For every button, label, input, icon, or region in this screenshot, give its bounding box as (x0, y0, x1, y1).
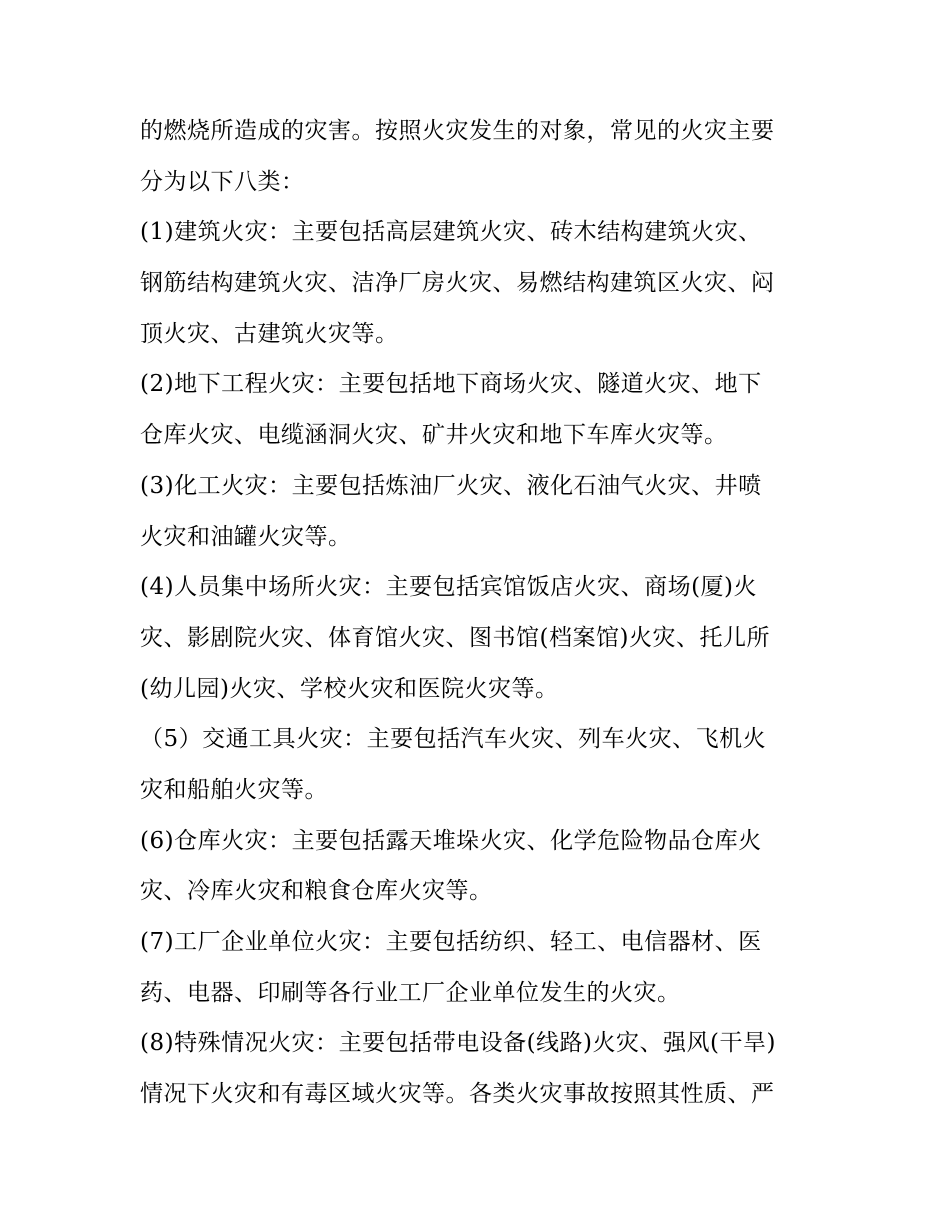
text-line: （5）交通工具火灾：主要包括汽车火灾、列车火灾、飞机火 (140, 726, 767, 753)
text-line: 火灾和油罐火灾等。 (140, 523, 352, 550)
text-line: 钢筋结构建筑火灾、洁净厂房火灾、易燃结构建筑区火灾、闷 (140, 270, 775, 297)
text-line: 的燃烧所造成的灾害。按照火灾发生的对象，常见的火灾主要 (140, 118, 775, 144)
text-line: (6)仓库火灾：主要包括露天堆垛火灾、化学危险物品仓库火 (140, 827, 762, 854)
text-line: (3)化工火灾：主要包括炼油厂火灾、液化石油气火灾、井喷 (140, 472, 762, 499)
text-line: 灾和船舶火灾等。 (140, 776, 328, 803)
text-line: 仓库火灾、电缆涵洞火灾、矿井火灾和地下车库火灾等。 (140, 422, 728, 449)
text-line: (4)人员集中场所火灾：主要包括宾馆饭店火灾、商场(厦)火 (140, 574, 758, 601)
body-text (140, 106, 820, 1120)
text-line: (2)地下工程火灾：主要包括地下商场火灾、隧道火灾、地下 (140, 371, 762, 398)
text-line: 分为以下八类： (140, 168, 305, 195)
text-line: (7)工厂企业单位火灾：主要包括纺织、轻工、电信器材、医 (140, 929, 762, 955)
text-line: 情况下火灾和有毒区域火灾等。各类火灾事故按照其性质、严 (140, 1081, 775, 1108)
text-line: 顶火灾、古建筑火灾等。 (140, 320, 399, 347)
text-line: (1)建筑火灾：主要包括高层建筑火灾、砖木结构建筑火灾、 (140, 219, 762, 246)
text-line: 灾、冷库火灾和粮食仓库火灾等。 (140, 878, 493, 905)
text-line: 灾、影剧院火灾、体育馆火灾、图书馆(档案馆)火灾、托儿所 (140, 624, 770, 651)
text-line: (8)特殊情况火灾：主要包括带电设备(线路)火灾、强风(干旱) (140, 1030, 776, 1057)
text-line: 药、电器、印刷等各行业工厂企业单位发生的火灾。 (140, 979, 681, 1006)
text-line: (幼儿园)火灾、学校火灾和医院火灾等。 (140, 675, 559, 702)
